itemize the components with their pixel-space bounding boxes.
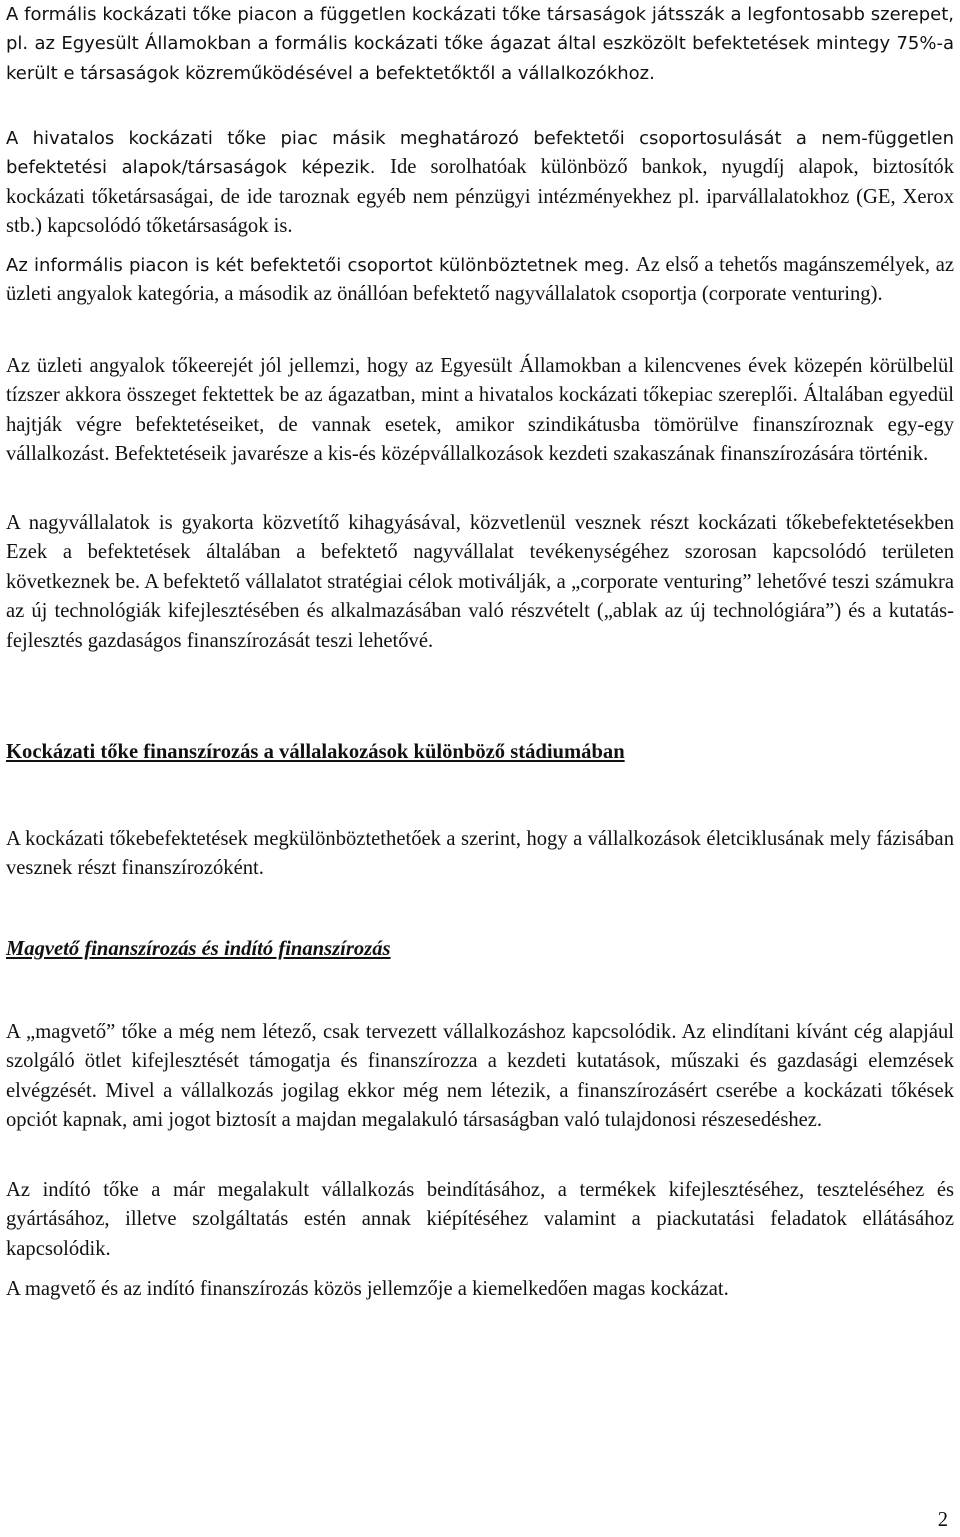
paragraph-seed-capital: A „magvető” tőke a még nem létező, csak tervezett vállalkozáshoz kapcsolódik. Az elindítani kívánt cég alapjául szolgáló ötlet kifejlesztését támogatja és finanszírozza a kezdeti kutatások, műszaki és gazdasági elemzések elvégzését. Mivel a vállalkozás jogilag ekkor még nem létezik, a finanszírozásért cserébe a kockázati tőkések opciót kapnak, ami jogot biztosít a majdan megalakuló társaságban való tulajdonosi részesedéshez. xyxy=(6,1021,954,1132)
paragraph-corporate-venturing: A nagyvállalatok is gyakorta közvetítő kihagyásával, közvetlenül vesznek részt kockázati tőkebefektetésekben Ezek a befektetések általában a befektető nagyvállalat tevékenységéhez szorosan kapcsolódó területen következnek be. A befektető vállalatot stratégiai célok motiválják, a „corporate venturing” lehetővé teszi számukra az új technológiák kifejlesztésében és alkalmazásában való részvételt („ablak az új technológiára”) és a kutatás-fejlesztés gazdaságos finanszírozását teszi lehetővé. xyxy=(6,512,954,652)
page-number: 2 xyxy=(937,1509,948,1531)
paragraph-startup-capital: Az indító tőke a már megalakult vállalkozás beindításához, a termékek kifejlesztéséhez, teszteléséhez és gyártásához, illetve szolgáltatás estén annak kiépítéséhez valamint a piackutatási feladatok ellátásához kapcsolódik. xyxy=(6,1179,954,1260)
paragraph-informal-market-sans: Az informális piacon is két befektetői csoportot különböztetnek meg. xyxy=(6,255,630,276)
section-heading-stages: Kockázati tőke finanszírozás a vállalakozások különböző stádiumában xyxy=(6,741,625,763)
paragraph-informal-market-serif: Az első a tehetős magánszemélyek, az üzleti angyalok kategória, a második az önállóan befektető nagyvállalatok csoportja (corporate venturing). xyxy=(6,254,954,306)
paragraph-official-market-serif: Ide sorolhatóak különböző bankok, nyugdíj alapok, biztosítók kockázati tőketársaságai, de ide taroznak egyéb nem pénzügyi intézményekhez pl. iparvállalatokhoz (GE, Xerox stb.) kapcsolódó tőketársaságok is. xyxy=(6,156,954,238)
paragraph-official-market xyxy=(6,124,954,242)
paragraph-formal-market: A formális kockázati tőke piacon a független kockázati tőke társaságok játsszák a legfontosabb szerepet, pl. az Egyesült Államokban a formális kockázati tőke ágazat által eszközölt befektetések mintegy 75%-a került e társaságok közreműködésével a befektetőktől a vállalkozókhoz. xyxy=(6,4,954,84)
paragraph-informal-market xyxy=(6,251,954,310)
section-heading-seed-startup: Magvető finanszírozás és indító finanszírozás xyxy=(6,938,391,960)
paragraph-business-angels: Az üzleti angyalok tőkeerejét jól jellemzi, hogy az Egyesült Államokban a kilencvenes évek közepén körülbelül tízszer akkora összeget fektettek be az ágazatban, mint a hivatalos kockázati tőkepiac szereplői. Általában egyedül hajtják végre befektetéseiket, de vannak esetek, amikor szindikátusba tömörülve finanszíroznak egy-egy vállalkozást. Befektetéseik javarésze a kis-és középvállalkozások kezdeti szakaszának finanszírozására történik. xyxy=(6,355,954,466)
paragraph-common-feature: A magvető és az indító finanszírozás közös jellemzője a kiemelkedően magas kockázat. xyxy=(6,1278,729,1300)
paragraph-stages-intro: A kockázati tőkebefektetések megkülönböztethetőek a szerint, hogy a vállalkozások életciklusának mely fázisában vesznek részt finanszírozóként. xyxy=(6,828,954,880)
paragraph-official-market-sans: A hivatalos kockázati tőke piac másik meghatározó befektetői csoportosulását a nem-független befektetési alapok/társaságok képezik. xyxy=(6,128,954,179)
